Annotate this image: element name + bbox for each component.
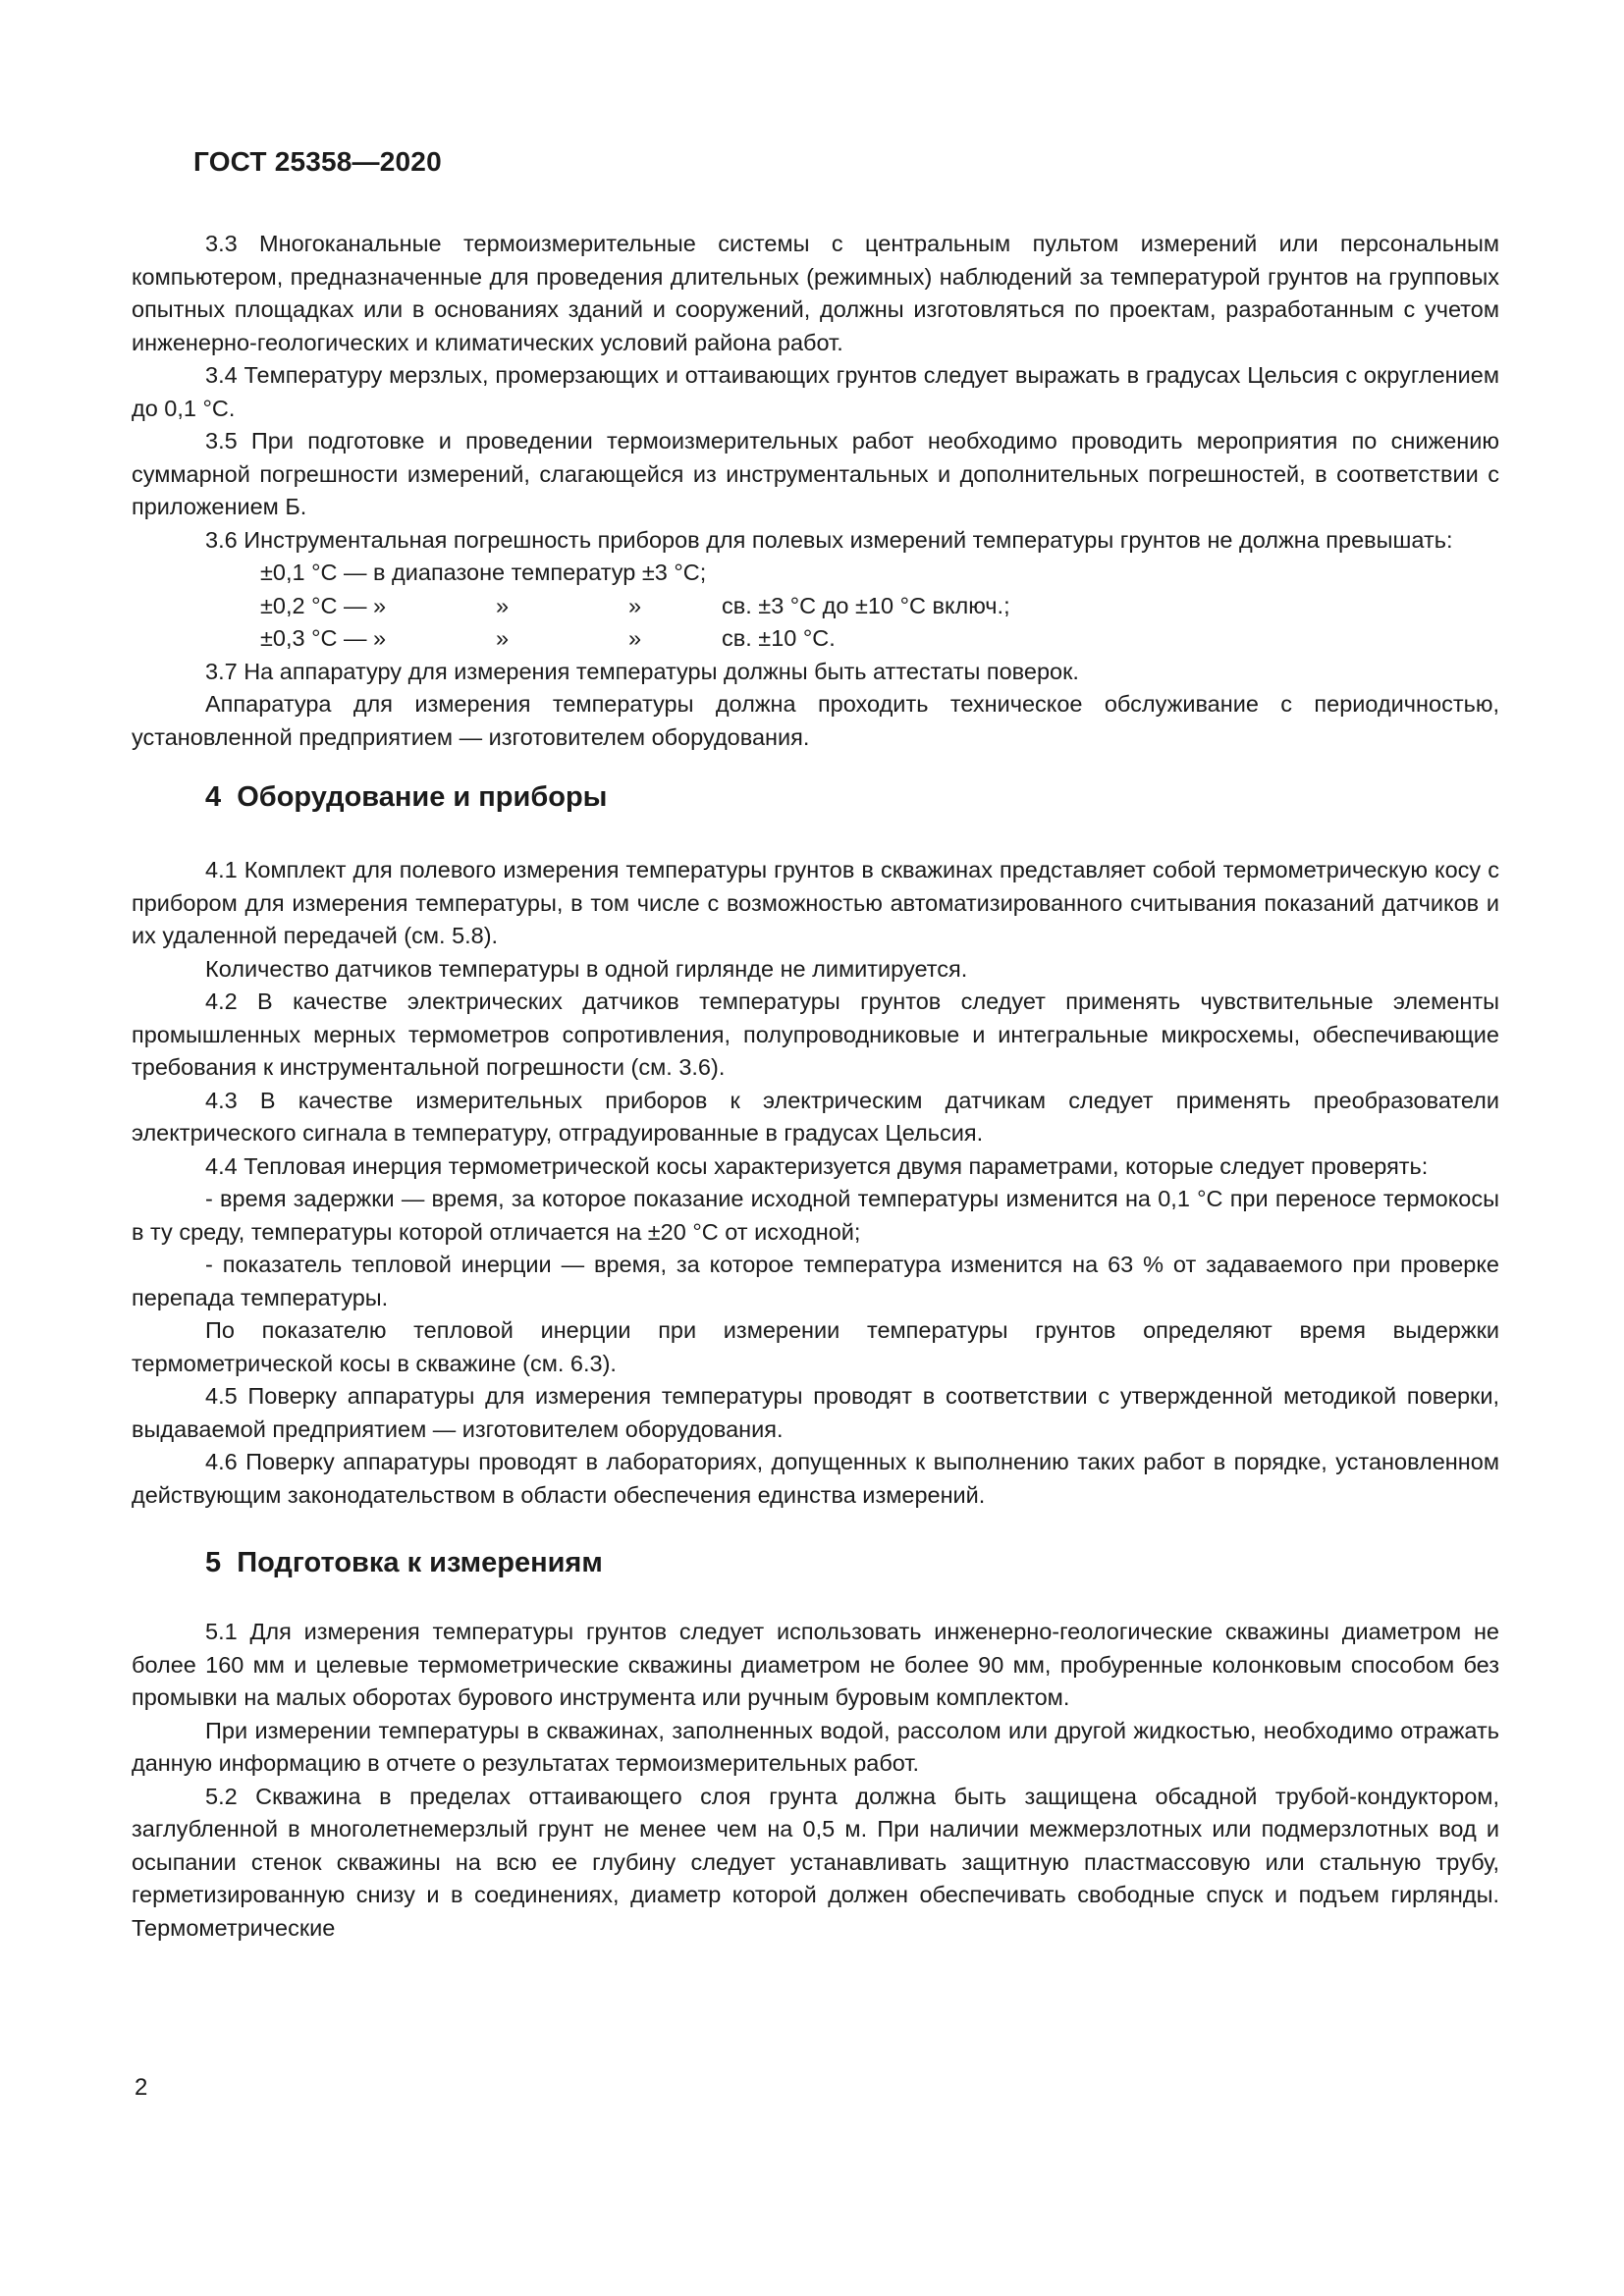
tolerance-label: ±0,1 °С — (260, 560, 367, 585)
section-5-heading: 5 Подготовка к измерениям (205, 1547, 603, 1578)
paragraph-4-6: 4.6 Поверку аппаратуры проводят в лабораториях, допущенных к выполнению таких работ в порядке, установленном действующим законодательством в области обеспечения единства измерений. (132, 1449, 1499, 1508)
paragraph-3-5: 3.5 При подготовке и проведении термоизмерительных работ необходимо проводить мероприятия по снижению суммарной погрешности измерений, слагающейся из инструментальных и дополнительных погрешностей, в соответствии с приложением Б. (132, 428, 1499, 519)
tolerance-text: в диапазоне температур ±3 °С; (373, 560, 707, 585)
paragraph-4-4-bullet-1: - время задержки — время, за которое показание исходной температуры изменится на 0,1 °С при переносе термокосы в ту среду, температуры которой отличается на ±20 °С от исходной; (132, 1186, 1499, 1245)
ditto-mark: » (496, 592, 510, 618)
paragraph-3-7: 3.7 На аппаратуру для измерения температуры должны быть аттестаты поверок. (205, 658, 1079, 684)
section-4-heading: 4 Оборудование и приборы (205, 781, 608, 813)
paragraph-3-7-continuation: Аппаратура для измерения температуры должна проходить техническое обслуживание с периодичностью, установленной предприятием — изготовителем оборудования. (132, 691, 1499, 750)
paragraph-4-4: 4.4 Тепловая инерция термометрической косы характеризуется двумя параметрами, которые следует проверять: (205, 1152, 1429, 1179)
tolerance-row (132, 590, 1499, 623)
tolerance-label: ±0,3 °С — » (260, 625, 387, 651)
ditto-mark: » (628, 592, 642, 618)
paragraph-4-4-bullet-2: - показатель тепловой инерции — время, за которое температура изменится на 63 % от задаваемого при проверке перепада температуры. (132, 1252, 1499, 1310)
paragraph-5-1-continuation: При измерении температуры в скважинах, заполненных водой, рассолом или другой жидкостью, необходимо отражать данную информацию в отчете о результатах термоизмерительных работ. (132, 1717, 1499, 1776)
tolerance-row (132, 557, 1499, 590)
paragraph-4-4-note: По показателю тепловой инерции при измерении температуры грунтов определяют время выдержки термометрической косы в скважине (см. 6.3). (132, 1317, 1499, 1376)
document-body (132, 228, 1499, 1945)
tolerance-row (132, 622, 1499, 656)
ditto-mark: » (628, 625, 642, 651)
paragraph-4-2: 4.2 В качестве электрических датчиков температуры грунтов следует применять чувствительные элементы промышленных мерных термометров сопротивления, полупроводниковые и интегральные микросхемы, обеспечивающие требования к инструментальной погрешности (см. 3.6). (132, 988, 1499, 1080)
paragraph-5-2: 5.2 Скважина в пределах оттаивающего слоя грунта должна быть защищена обсадной трубой-кондуктором, заглубленной в многолетнемерзлый грунт не менее чем на 0,5 м. При наличии межмерзлотных или подмерзлотных вод и осыпании стенок скважины на всю ее глубину следует устанавливать защитную пластмассовую или стальную трубу, герметизированную снизу и в соединениях, диаметр которой должен обеспечивать свободные спуск и подъем гирлянды. Термометрические (132, 1783, 1499, 1941)
tolerance-text: св. ±10 °С. (722, 625, 836, 651)
page-number: 2 (135, 2074, 148, 2101)
paragraph-3-6: 3.6 Инструментальная погрешность приборов для полевых измерений температуры грунтов не должна превышать: (205, 526, 1453, 553)
tolerance-list (132, 557, 1499, 656)
paragraph-4-1-continuation: Количество датчиков температуры в одной гирлянде не лимитируется. (205, 955, 968, 982)
paragraph-4-3: 4.3 В качестве измерительных приборов к электрическим датчикам следует применять преобразователи электрического сигнала в температуру, отградуированные в градусах Цельсия. (132, 1087, 1499, 1146)
paragraph-4-5: 4.5 Поверку аппаратуры для измерения температуры проводят в соответствии с утвержденной методикой поверки, выдаваемой предприятием — изготовителем оборудования. (132, 1383, 1499, 1442)
paragraph-5-1: 5.1 Для измерения температуры грунтов следует использовать инженерно-геологические скважины диаметром не более 160 мм и целевые термометрические скважины диаметром не более 90 мм, пробуренные колонковым способом без промывки на малых оборотах бурового инструмента или ручным буровым комплектом. (132, 1619, 1499, 1710)
paragraph-3-4: 3.4 Температуру мерзлых, промерзающих и оттаивающих грунтов следует выражать в градусах Цельсия с округлением до 0,1 °С. (132, 362, 1499, 421)
document-designation: ГОСТ 25358—2020 (193, 146, 442, 177)
ditto-mark: » (496, 625, 510, 651)
tolerance-text: св. ±3 °С до ±10 °С включ.; (722, 592, 1010, 618)
paragraph-4-1: 4.1 Комплект для полевого измерения температуры грунтов в скважинах представляет собой термометрическую косу с прибором для измерения температуры, в том числе с возможностью автоматизированного считывания показаний датчиков и их удаленной передачей (см. 5.8). (132, 857, 1499, 948)
tolerance-label: ±0,2 °С — » (260, 592, 387, 618)
paragraph-3-3: 3.3 Многоканальные термоизмерительные системы с центральным пультом измерений или персональным компьютером, предназначенные для проведения длительных (режимных) наблюдений за температурой грунтов на групповых опытных площадках или в основаниях зданий и сооружений, должны изготовляться по проектам, разработанным с учетом инженерно-геологических и климатических условий района работ. (132, 231, 1499, 355)
